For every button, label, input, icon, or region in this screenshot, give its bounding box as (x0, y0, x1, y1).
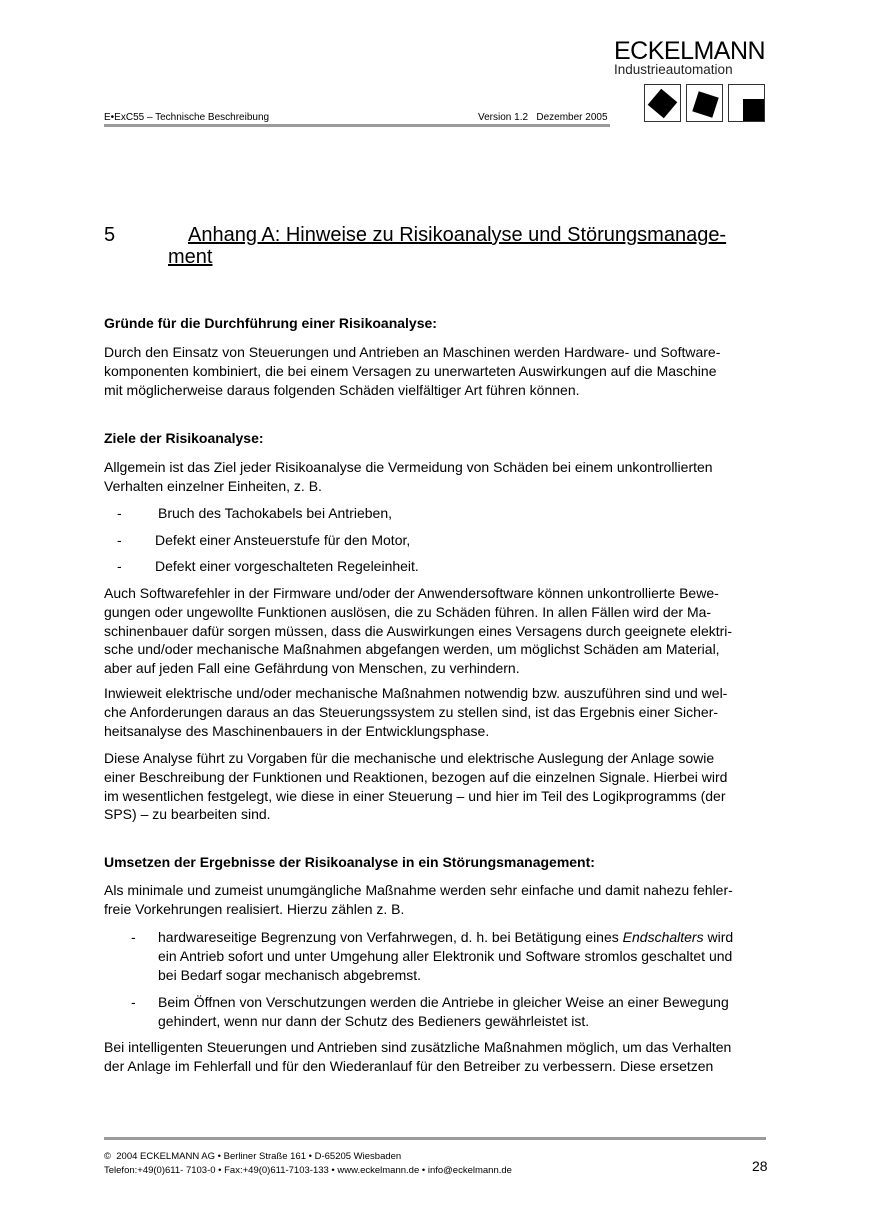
bullet-item-endschalter (158, 928, 733, 984)
text-line: bei Bedarf sogar mechanisch abgebremst. (158, 966, 422, 983)
text-line: Beim Öffnen von Verschutzungen werden die Antriebe in gleicher Weise an einer Bewegung (158, 994, 729, 1010)
text-line: SPS) – zu bearbeiten sind. (104, 806, 271, 823)
text-line: aber auf jeden Fall eine Gefährdung von Menschen, zu verhindern. (104, 660, 520, 677)
text-line: heitsanalyse des Maschinenbauers in der Entwicklungsphase. (104, 722, 490, 739)
text-line: gehindert, wenn nur dann der Schutz des Bedieners gewährleistet ist. (158, 1012, 590, 1029)
text-line: schinenbauer dafür sorgen müssen, dass die Auswirkungen eines Versagens durch geeignete elektri- (104, 622, 733, 639)
bullet-text: hardwareseitige Begrenzung von Verfahrwegen, d. h. bei Betätigung eines (158, 929, 623, 945)
paragraph-ziele-intro (104, 458, 713, 496)
section-heading-ziele: Ziele der Risikoanalyse: (104, 430, 264, 446)
text-line: komponenten kombiniert, die bei einem Versagen zu unerwarteten Auswirkungen auf die Maschine (104, 362, 717, 379)
bullet-item-verschutzungen (158, 993, 729, 1031)
bullet-dash: - (131, 929, 136, 945)
text-line: der Anlage im Fehlerfall und für den Wiederanlauf für den Betreiber zu verbessern. Diese ersetzen (104, 1057, 714, 1074)
footer-address: © 2004 ECKELMANN AG • Berliner Straße 161 • D-65205 Wiesbaden (104, 1151, 402, 1162)
header-rule (104, 124, 610, 127)
bullet-dash: - (131, 994, 136, 1010)
chapter-title-line2: ment (168, 246, 213, 268)
bullet-text-italic: Endschalters (622, 929, 704, 945)
text-line: einer Beschreibung der Funktionen und Reaktionen, bezogen auf die einzelnen Signale. Hierbei wird (104, 768, 728, 785)
bullet-dash: - (117, 558, 122, 574)
bullet-item: Defekt einer vorgeschalteten Regeleinheit. (155, 558, 419, 574)
section-heading-gruende: Gründe für die Durchführung einer Risikoanalyse: (104, 315, 437, 331)
page-number: 28 (752, 1158, 768, 1174)
paragraph-umsetzen-intro (104, 881, 733, 919)
bullet-text-rest (158, 947, 733, 985)
bullet-item: Bruch des Tachokabels bei Antrieben, (158, 505, 393, 521)
logo-name: ECKELMANN (614, 37, 766, 65)
text-line: Bei intelligenten Steuerungen und Antrieben sind zusätzliche Maßnahmen möglich, um das Verhalten (104, 1039, 732, 1055)
text-line: sche und/oder mechanische Maßnahmen abgefangen werden, um möglichst Schäden am Material, (104, 641, 720, 658)
logo-square-1-icon (644, 84, 681, 122)
text-line: ein Antrieb sofort und unter Umgehung aller Elektronik und Software stromlos geschaltet und (158, 947, 733, 964)
document-title: E•ExC55 – Technische Beschreibung (104, 112, 270, 123)
text-line: mit möglicherweise daraus folgenden Schäden vielfältiger Art führen können. (104, 381, 580, 398)
text-line: che Anforderungen daraus an das Steuerungssystem zu stellen sind, ist das Ergebnis einer Sicher- (104, 703, 719, 720)
bullet-text: wird (703, 929, 734, 945)
text-line: im wesentlichen festgelegt, wie diese in einer Steuerung – und hier im Teil des Logikprogramms (der (104, 787, 726, 804)
text-line: Verhalten einzelner Einheiten, z. B. (104, 477, 322, 494)
document-version: Version 1.2 Dezember 2005 (478, 112, 608, 123)
text-line: Durch den Einsatz von Steuerungen und Antrieben an Maschinen werden Hardware- und Software- (104, 344, 721, 360)
logo-square-2-icon (686, 84, 723, 122)
footer-rule (104, 1137, 766, 1140)
paragraph-softwarefehler (104, 584, 732, 678)
paragraph-gruende (104, 343, 720, 399)
text-line: freie Vorkehrungen realisiert. Hierzu zählen z. B. (104, 900, 405, 917)
text-line: gungen oder ungewollte Funktionen auslösen, die zu Schäden führen. In allen Fällen wird der Ma- (104, 603, 712, 620)
text-line: Auch Softwarefehler in der Firmware und/oder der Anwendersoftware können unkontrollierte Bewe- (104, 585, 719, 601)
chapter-number: 5 (104, 224, 116, 246)
chapter-title-line1: Anhang A: Hinweise zu Risikoanalyse und Störungsmanage- (188, 224, 727, 246)
bullet-item: Defekt einer Ansteuerstufe für den Motor, (155, 532, 411, 548)
footer-contact: Telefon:+49(0)611- 7103-0 • Fax:+49(0)611-7103-133 • www.eckelmann.de • info@eckelmann.de (104, 1165, 512, 1176)
logo-square-3-icon (728, 84, 765, 122)
paragraph-analyse (104, 749, 727, 824)
text-line: Als minimale und zumeist unumgängliche Maßnahme werden sehr einfache und damit nahezu fehler- (104, 882, 733, 898)
text-line: Inwieweit elektrische und/oder mechanische Maßnahmen notwendig bzw. auszuführen sind und wel- (104, 685, 728, 701)
bullet-dash: - (117, 505, 122, 521)
text-line: Allgemein ist das Ziel jeder Risikoanalyse die Vermeidung von Schäden bei einem unkontrollierten (104, 459, 713, 475)
section-heading-umsetzen: Umsetzen der Ergebnisse der Risikoanalyse in ein Störungsmanagement: (104, 854, 595, 870)
logo-subtitle: Industrieautomation (614, 62, 733, 77)
paragraph-inwieweit (104, 684, 727, 740)
paragraph-intelligente-steuerungen (104, 1038, 731, 1076)
bullet-dash: - (117, 532, 122, 548)
text-line: Diese Analyse führt zu Vorgaben für die mechanische und elektrische Auslegung der Anlage sowie (104, 750, 715, 766)
